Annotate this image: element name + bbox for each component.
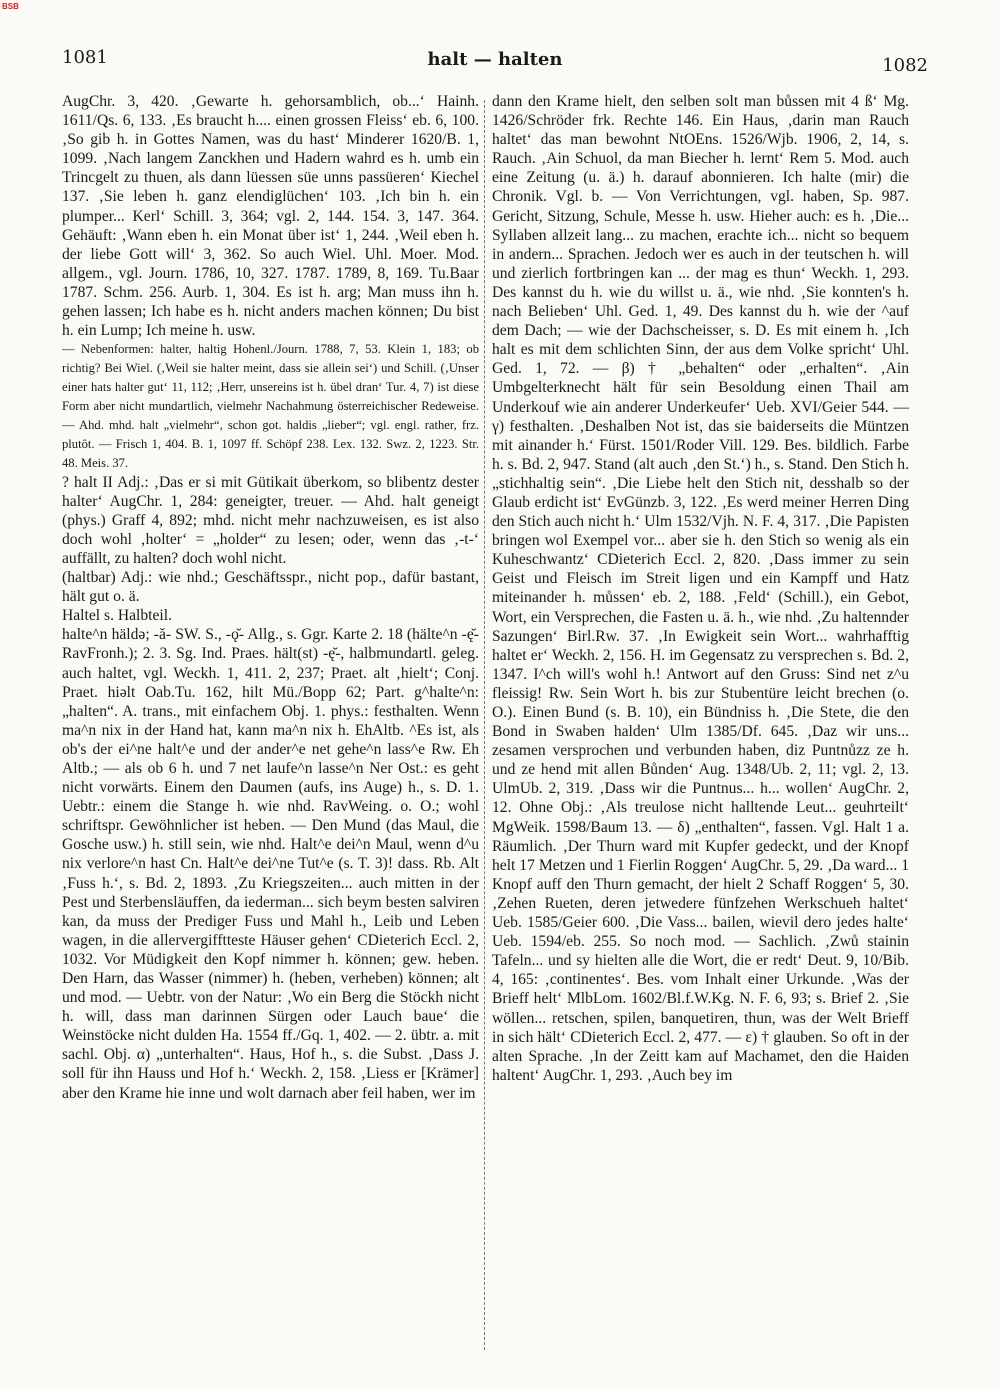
entry-haltbar: (haltbar) Adj.: wie nhd.; Geschäftsspr., nicht pop., dafür bastant, hält gut o. ä. [62,569,479,606]
page-number-right: 1082 [882,55,928,76]
page-number-left: 1081 [62,47,108,68]
paragraph: dann den Krame hielt, den selben solt man bůssen mit 4 ß‘ Mg. 1426/Schröder frk. Rechte 146. Ein Haus, ‚darin man Rauch haltet‘ das man bewohnt NtOEns. 1526/Wjb. 1906, 2, 14, s. Rauch. ‚Ain Schuol, da man Biecher h. lernt‘ Rem 5. Mod. auch eine Zeitung (u. ä.) h. darauf abonnieren. Ich halte (mir) die Chronik. Vgl. b. — Von Verrichtungen, vgl. haben, Sp. 987. Gericht, Sitzung, Schule, Messe h. usw. Hieher auch: es h. ‚Die... Syllaben allzeit lang... zu machen, erachte ich... nicht so bequem in andern... Sprachen. Jedoch wer es auch in der teutschen h. will und zierlich fortbringen kan ... der mag es thun‘ Weckh. 1, 293. Des kannst du h. wie du willst u. ä., wie nhd. ‚Sie konnten's h. nach Belieben‘ Uhl. Ged. 1, 49. Des kannst du h. wie der ^auf dem Dach; — wie der Dachscheisser, s. D. Es mit einem h. ‚Ich halt es mit dem schlichten Sinn, der aus dem Volke spricht‘ Uhl. Ged. 1, 72. — β) † „behalten“ oder „erhalten“. ‚Ain Umbgelterknecht hält für sein Besoldung einen Thail am Underkouf wie ain anderer Underkeufer‘ Ueb. XVI/Geier 544. — γ) festhalten. ‚Deshalben Not ist, das sie baiderseits die Müntzen mit ainander h.‘ Fürst. 1501/Roder Vill. 129. Bes. bildlich. Farbe h. s. Bd. 2, 947. Stand (alt auch ‚den St.‘) h., s. Stand. Den Stich h. „stichhaltig sein“. ‚Die Liebe helt den Stich nit, desshalb so der Glaub erdicht ist‘ EvGünzb. 3, 122. ‚Es werd meiner Herren Ding den Stich auch nicht h.‘ Ulm 1532/Vjh. N. F. 4, 317. ‚Die Papisten bringen wol Exempel vor... aber sie h. den Stich so wenig als ein Kuheschwantz‘ CDieterich Eccl. 2, 820. ‚Dass immer zu sein Geist und Fleisch im Streit ligen und ein Kampff und Hatz miteinander h. můssen‘ eb. 2, 188. ‚Feld‘ (Schill.), ein Gebot, Wort, ein Versprechen, die Fasten u. ä. h., wie nhd. ‚Zu haltennder Sazungen‘ Birl.Rw. 37. ‚In Ewigkeit sein Wort... wahrhafftig haltet er‘ Weckh. 2, 156. H. im Gegensatz zu versprechen s. Bd. 2, 1347. I^ch will's wohl h.! Antwort auf den Gruss: Sind net z^u fleissig! Rw. Sein Wort h. bis zur Stubentüre leicht brechen (o. O.). Einen Bund (s. B. 10), ein Bündniss h. ‚Die Stete, die den Bond in Swaben halden‘ Ulm 1385/Df. 645. ‚Daz wir uns... zesamen versprochen und verbunden haben, diz Puntnůzz ze h. und ze hend mit allen Bůnden‘ Aug. 1348/Ub. 2, 11; vgl. 2, 13. UlmUb. 2, 319. ‚Dass wir die Puntnus... h... wollen‘ AugChr. 2, 12. Ohne Obj.: ‚Als treulose nicht halltende Leut... geuhrteilt‘ MgWeik. 1598/Baum 13. — δ) „enthalten“, fassen. Vgl. Halt 1 a. Räumlich. ‚Der Thurn ward mit Kupfer gedeckt, und der Knopf helt 17 Metzen und 1 Fierlin Roggen‘ AugChr. 5, 29. ‚Da ward... 1 Knopf auff den Thurn gemacht, der hielt 2 Schaff Roggen‘ 5, 30. ‚Zehen Rueten, deren jetwedere fünfzehen Werkschueh haltet‘ Ueb. 1585/Geier 600. ‚Die Vass... bailen, wievil dero jedes halte‘ Ueb. 1594/eb. 255. So noch mod. — Sachlich. ‚Zwů stainin Tafeln... und sy hielten alle die Wort, die er redt‘ Deut. 9, 10/Bib. 4, 165: ‚continentes‘. Bes. vom Inhalt einer Urkunde. ‚Was der Brieff helt‘ MlbLom. 1602/Bl.f.W.Kg. N. F. 6, 93; s. Brief 2. ‚Sie wöllen... retschen, spilen, banquetiren, thun, was der Welt Brieff in sich hält‘ CDieterich Eccl. 2, 477. — ε) † glauben. So oft in der alten Sprache. ‚In der Zeitt kam auf Machamet, den die Haiden haltent‘ AugChr. 1, 293. ‚Auch bey im [492,93,909,1084]
column-divider [484,100,485,1350]
paragraph-note: — Nebenformen: halter, haltig Hohenl./Journ. 1788, 7, 53. Klein 1, 183; ob richtig? Bei Wiel. (‚Weil sie halter meint, dass sie allein sei‘) und Schill. (‚Unser einer hats halter gut‘ 11, 112; ‚Herr, unsereins ist h. übel dran‘ Tur. 4, 7) ist diese Form aber nicht mundartlich, vielmehr Nachahmung österreichischer Redeweise. — Ahd. mhd. halt „vielmehr“, schon got. haldis „lieber“; vgl. engl. rather, frz. plutôt. — Frisch 1, 404. B. 1, 1097 ff. Schöpf 238. Lex. 132. Swz. 2, 1223. Str. 48. Meis. 37. [62,342,479,470]
entry-halt-ii: ? halt II Adj.: ‚Das er si mit Gütikait überkom, so blibentz dester halter‘ AugChr. 1, 284: geneigter, treuer. — Ahd. halt geneigt (phys.) Graff 4, 892; mhd. nicht mehr nachzuweisen, es ist also doch wohl ‚holter‘ = „holder“ zu lesen; oder, wenn das ‚-t-‘ auffällt, zu halten? doch wohl nicht. [62,473,479,567]
running-title: halt — halten [427,49,563,70]
entry-halten: halte^n häldə; -ă- SW. S., -ǫ̆- Allg., s. Ggr. Karte 2. 18 (hälte^n -ę̆- RavFronh.); 2. 3. Sg. Ind. Praes. hält(st) -ę̆-, halbmundartl. geleg. auch haltet, vgl. Weckh. 1, 411. 2, 237; Praet. alt ‚hielt‘; Conj. Praet. hiəlt Oab.Tu. 162, hilt Mü./Bopp 62; Part. g^halte^n: „halten“. A. trans., mit einfachem Obj. 1. phys.: festhalten. Wenn ma^n nix in der Hand hat, kann ma^n nix h. EhAltb. ^Es ist, als ob's der ei^ne halt^e und der ander^e net gehe^n lass^e Rw. Eh Altb.; — als ob 6 h. und 7 net laufe^n lasse^n Ner Ost.: es geht nicht vorwärts. Einem den Daumen (aufs, ins Auge) h., s. D. 1. Uebtr.: einem die Stange h. wie nhd. RavWeing. o. O.; wohl schriftspr. Gewöhnlicher ist heben. — Den Mund (das Maul, die Gosche usw.) h. still sein, wie nhd. Halt^e dei^n Maul, wenn d^u nix verlore^n hast Cn. Halt^e dei^ne Tut^e (s. T. 3)! dass. Rb. Alt ‚Fuss h.‘, s. Bd. 2, 1893. ‚Zu Kriegszeiten... auch mitten in der Pest und Sterbensläuffen, da iederman... sich beym besten salviren kan, da muss der Prediger Fuss und Mahl h., Leib und Leben wagen, in die allervergifftteste Häuser gehen‘ CDieterich Eccl. 2, 1032. Vor Müdigkeit den Kopf nimmer h. können; gew. heben. Den Harn, das Wasser (nimmer) h. (heben, verheben) können; alt und mod. — Uebtr. von der Natur: ‚Wo ein Berg die Stöckh nicht h. will, dass man darinnen Sürgen oder Lauch baue‘ die Weinstöcke nicht dulden Ha. 1554 ff./Gq. 1, 402. — 2. übtr. a. mit sachl. Obj. α) „unterhalten“. Haus, Hof h., s. die Subst. ‚Dass J. soll für ihn Hauss und Hof h.‘ Weckh. 2, 158. ‚Liess er [Krämer] aber den Krame hie inne und wolt darnach aber feil haben, wer im [62,626,479,1102]
page-header [62,43,928,76]
left-column [62,92,479,1382]
entry-haltel: Haltel s. Halbteil. [62,607,172,625]
paragraph: AugChr. 3, 420. ‚Gewarte h. gehorsamblich, ob...‘ Hainh. 1611/Qs. 6, 133. ‚Es braucht h.... einen grossen Fleiss‘ eb. 6, 100. ‚So gib h. in Gottes Namen, was du hast‘ Minderer 1620/B. 1, 1099. ‚Nach langem Zanckhen und Hadern wahrd es h. umb ein Trincgelt zu thuen, als dann lüessen süe unns passüeren‘ Kiechel 137. ‚Sie leben h. ganz elendiglüchen‘ 103. ‚Ich bin h. ein plumper... Kerl‘ Schill. 3, 364; vgl. 2, 144. 154. 3, 147. 364. Gehäuft: ‚Wann eben h. ein Monat über ist‘ 1, 244. ‚Weil eben h. der liebe Gott will‘ 3, 362. So auch Wiel. Uhl. Moer. Mod. allgem., vgl. Journ. 1786, 10, 327. 1787. 1789, 8, 169. Tu.Baar 1787. Schm. 256. Aurb. 1, 304. Es ist h. arg; Man muss ihn h. gehen lassen; Ich habe es h. nicht anders machen können; Du bist h. ein Lump; Ich meine h. usw. [62,93,479,340]
library-stamp: BSB [2,2,19,11]
right-column [492,92,909,1382]
